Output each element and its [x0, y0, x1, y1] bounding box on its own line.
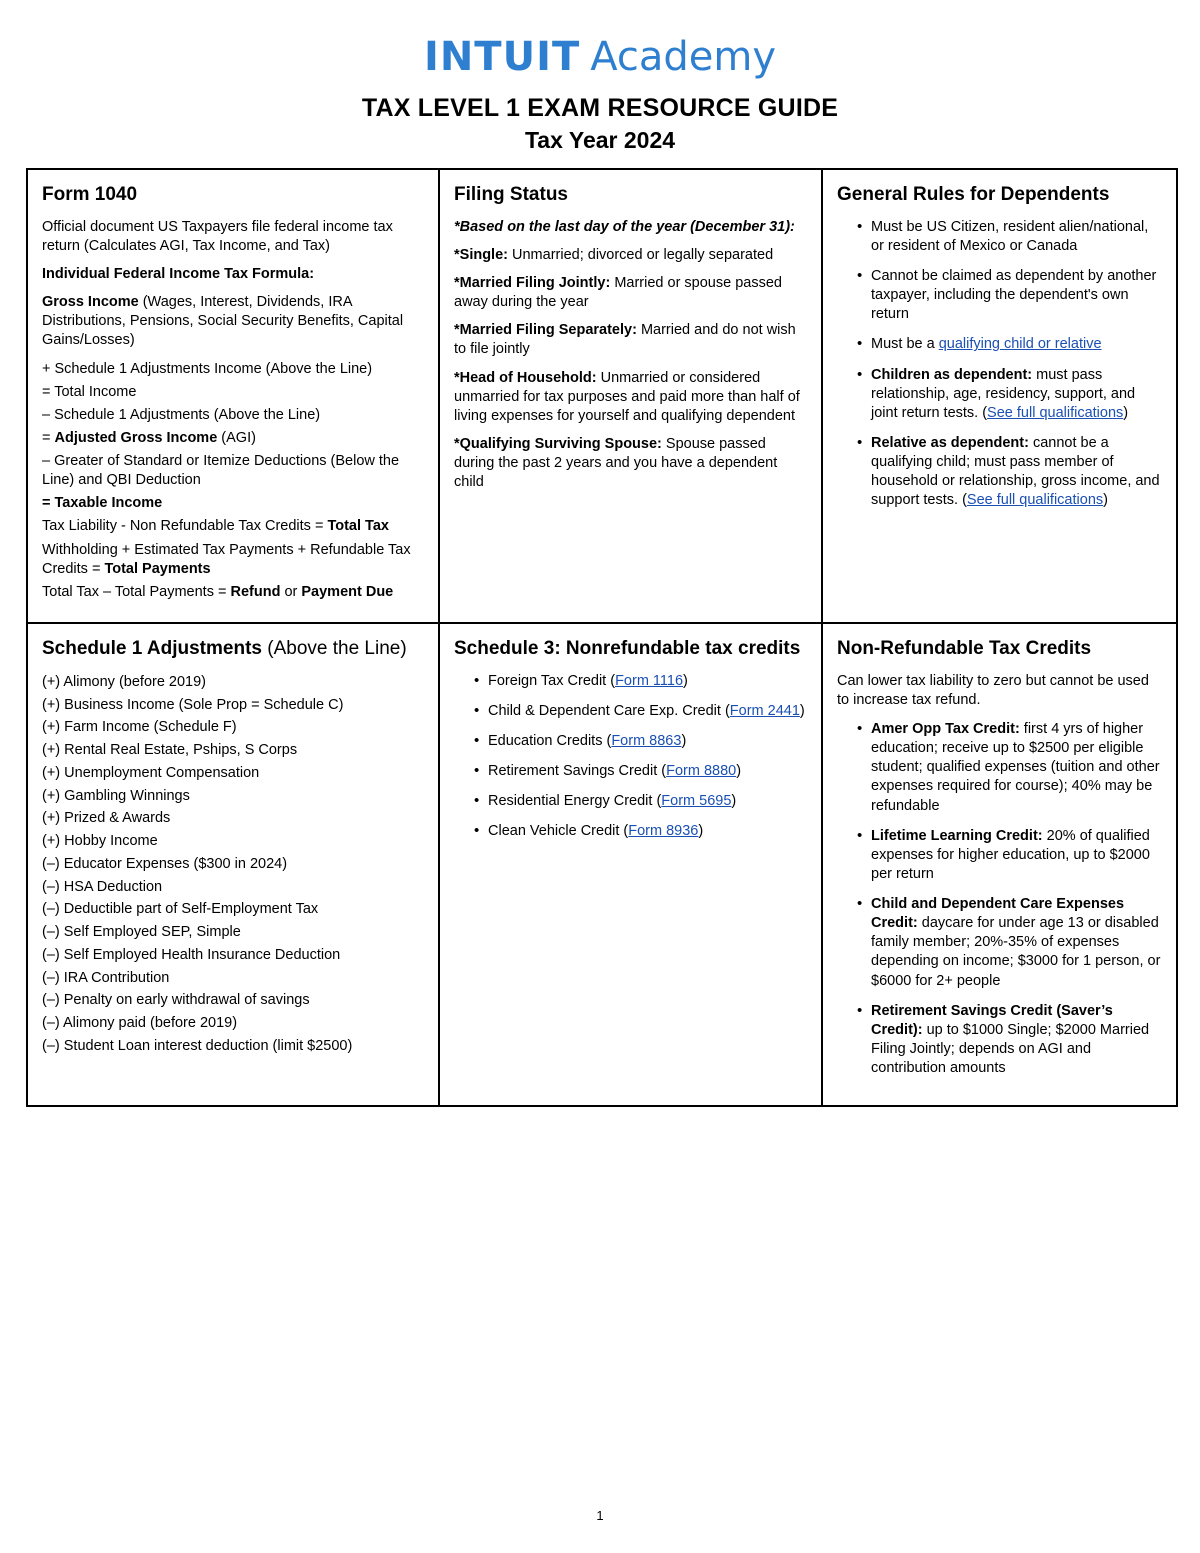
brand-logo: [26, 34, 1174, 80]
list-item: • Child and Dependent Care Expenses Credit: daycare for under age 13 or disabled family member; 20%-35% of expenses depending on income; $3000 for 1 person, or $6000 for 2+ people: [857, 895, 1162, 991]
link-form-2441[interactable]: Form 2441: [729, 702, 800, 719]
list-item: (+) Alimony (before 2019): [42, 673, 207, 690]
list-item: (–) Educator Expenses ($300 in 2024): [42, 855, 288, 872]
form1040-line-11: Total Tax – Total Payments = Refund or Payment Due: [42, 583, 394, 600]
page-subtitle: Tax Year 2024: [524, 127, 676, 153]
list-item: (–) Penalty on early withdrawal of savings: [42, 992, 310, 1009]
filing-status-item-1: *Married Filing Jointly: Married or spouse passed away during the year: [454, 275, 782, 311]
form1040-line-4: = Total Income: [42, 383, 137, 400]
form1040-line-0: Official document US Taxpayers file federal income tax return (Calculates AGI, Tax Income, and Tax): [42, 218, 393, 254]
list-item: (+) Rental Real Estate, Pships, S Corps: [42, 742, 298, 759]
brand-name-academy: Academy: [590, 34, 777, 80]
form1040-line-10: Withholding + Estimated Tax Payments + Refundable Tax Credits = Total Payments: [42, 541, 411, 577]
list-item: (–) HSA Deduction: [42, 878, 163, 895]
cell-heading-filing-status: Filing Status: [454, 184, 568, 205]
cell-heading-schedule-1: Schedule 1 Adjustments (Above the Line): [42, 637, 407, 659]
list-item: • Children as dependent: must pass relationship, age, residency, support, and joint return tests. (See full qualifications): [857, 366, 1162, 423]
list-item: (+) Business Income (Sole Prop = Schedule C): [42, 696, 344, 713]
list-item: (+) Gambling Winnings: [42, 787, 190, 804]
list-item: • Relative as dependent: cannot be a qualifying child; must pass member of household or relationship, gross income, and support tests. (See full qualifications): [857, 434, 1162, 511]
schedule-3-list: [454, 672, 807, 842]
cell-dependents: [823, 170, 1176, 624]
cell-schedule-1: [28, 624, 440, 1105]
list-item: • Amer Opp Tax Credit: first 4 yrs of higher education; receive up to $2500 per eligible student; qualified expenses (tuition and other expenses required for course); 40% may be refundable: [857, 720, 1162, 816]
list-item: • Clean Vehicle Credit (Form 8936): [474, 822, 807, 841]
non-refundable-list: [837, 720, 1162, 1078]
list-item: • Lifetime Learning Credit: 20% of qualified expenses for higher education, up to $2000 per return: [857, 827, 1162, 884]
list-item: (+) Unemployment Compensation: [42, 764, 260, 781]
cell-filing-status: [440, 170, 823, 624]
link-form-8936[interactable]: Form 8936: [628, 823, 699, 840]
form1040-line-5: – Schedule 1 Adjustments (Above the Line): [42, 406, 321, 423]
grid-row-bottom: [28, 624, 1176, 1105]
schedule-1-list: [42, 672, 424, 1058]
link-see-full-qualifications-relative[interactable]: See full qualifications: [966, 492, 1104, 509]
resource-grid: [26, 168, 1178, 1107]
form1040-line-8: = Taxable Income: [42, 495, 163, 512]
list-item: • Must be a qualifying child or relative: [857, 335, 1162, 354]
cell-heading-form-1040: Form 1040: [42, 184, 138, 205]
form1040-line-6: = Adjusted Gross Income (AGI): [42, 429, 256, 446]
list-item: • Retirement Savings Credit (Form 8880): [474, 762, 807, 781]
list-item: • Must be US Citizen, resident alien/national, or resident of Mexico or Canada: [857, 218, 1162, 256]
form1040-line-3: + Schedule 1 Adjustments Income (Above the Line): [42, 360, 373, 377]
cell-heading-schedule-3: Schedule 3: Nonrefundable tax credits: [454, 637, 801, 659]
form1040-line-7: – Greater of Standard or Itemize Deductions (Below the Line) and QBI Deduction: [42, 453, 400, 489]
filing-status-item-3: *Head of Household: Unmarried or considered unmarried for tax purposes and paid more than half of living expenses for yourself and qualifying dependent: [454, 369, 800, 424]
cell-form-1040: [28, 170, 440, 624]
list-item: (+) Hobby Income: [42, 833, 158, 850]
form1040-line-9: Tax Liability - Non Refundable Tax Credits = Total Tax: [42, 518, 389, 535]
list-item: (–) Self Employed SEP, Simple: [42, 924, 241, 941]
dependents-list: [837, 218, 1162, 511]
list-item: (–) Student Loan interest deduction (limit $2500): [42, 1037, 353, 1054]
cell-heading-dependents: General Rules for Dependents: [837, 184, 1110, 205]
page-title: TAX LEVEL 1 EXAM RESOURCE GUIDE: [361, 94, 839, 122]
list-item: • Child & Dependent Care Exp. Credit (Form 2441): [474, 702, 807, 721]
link-form-8880[interactable]: Form 8880: [666, 763, 737, 780]
form1040-line-2: Gross Income (Wages, Interest, Dividends, IRA Distributions, Pensions, Social Security Benefits, Capital Gains/Losses): [42, 294, 404, 349]
list-item: (–) Self Employed Health Insurance Deduction: [42, 946, 341, 963]
list-item: • Foreign Tax Credit (Form 1116): [474, 672, 807, 691]
link-form-8863[interactable]: Form 8863: [611, 733, 682, 750]
cell-heading-non-refundable: Non-Refundable Tax Credits: [837, 637, 1092, 659]
list-item: • Cannot be claimed as dependent by another taxpayer, including the dependent's own return: [857, 267, 1162, 324]
cell-non-refundable-credits: [823, 624, 1176, 1105]
brand-name-intuit: INTUIT: [423, 34, 581, 80]
page-number: 1: [596, 1508, 604, 1523]
link-qualifying-child-or-relative[interactable]: qualifying child or relative: [938, 336, 1102, 353]
grid-row-top: [28, 170, 1176, 624]
list-item: • Residential Energy Credit (Form 5695): [474, 792, 807, 811]
cell-schedule-3: [440, 624, 823, 1105]
list-item: (–) Deductible part of Self-Employment Tax: [42, 901, 319, 918]
link-form-1116[interactable]: Form 1116: [615, 672, 684, 689]
list-item: (+) Prized & Awards: [42, 810, 171, 827]
list-item: • Education Credits (Form 8863): [474, 732, 807, 751]
list-item: (+) Farm Income (Schedule F): [42, 719, 237, 736]
link-form-5695[interactable]: Form 5695: [661, 793, 732, 810]
form1040-line-1: Individual Federal Income Tax Formula:: [42, 266, 315, 283]
list-item: (–) Alimony paid (before 2019): [42, 1015, 238, 1032]
filing-status-note: *Based on the last day of the year (December 31):: [454, 218, 795, 235]
non-refundable-intro: Can lower tax liability to zero but cannot be used to increase tax refund.: [837, 672, 1149, 708]
list-item: • Retirement Savings Credit (Saver’s Credit): up to $1000 Single; $2000 Married Filing Jointly; depends on AGI and contribution amounts: [857, 1002, 1162, 1079]
filing-status-item-2: *Married Filing Separately: Married and do not wish to file jointly: [454, 322, 796, 358]
filing-status-item-4: *Qualifying Surviving Spouse: Spouse passed during the past 2 years and you have a dependent child: [454, 435, 778, 491]
link-see-full-qualifications-child[interactable]: See full qualifications: [987, 404, 1124, 421]
list-item: (–) IRA Contribution: [42, 969, 170, 986]
filing-status-item-0: *Single: Unmarried; divorced or legally separated: [454, 246, 774, 263]
